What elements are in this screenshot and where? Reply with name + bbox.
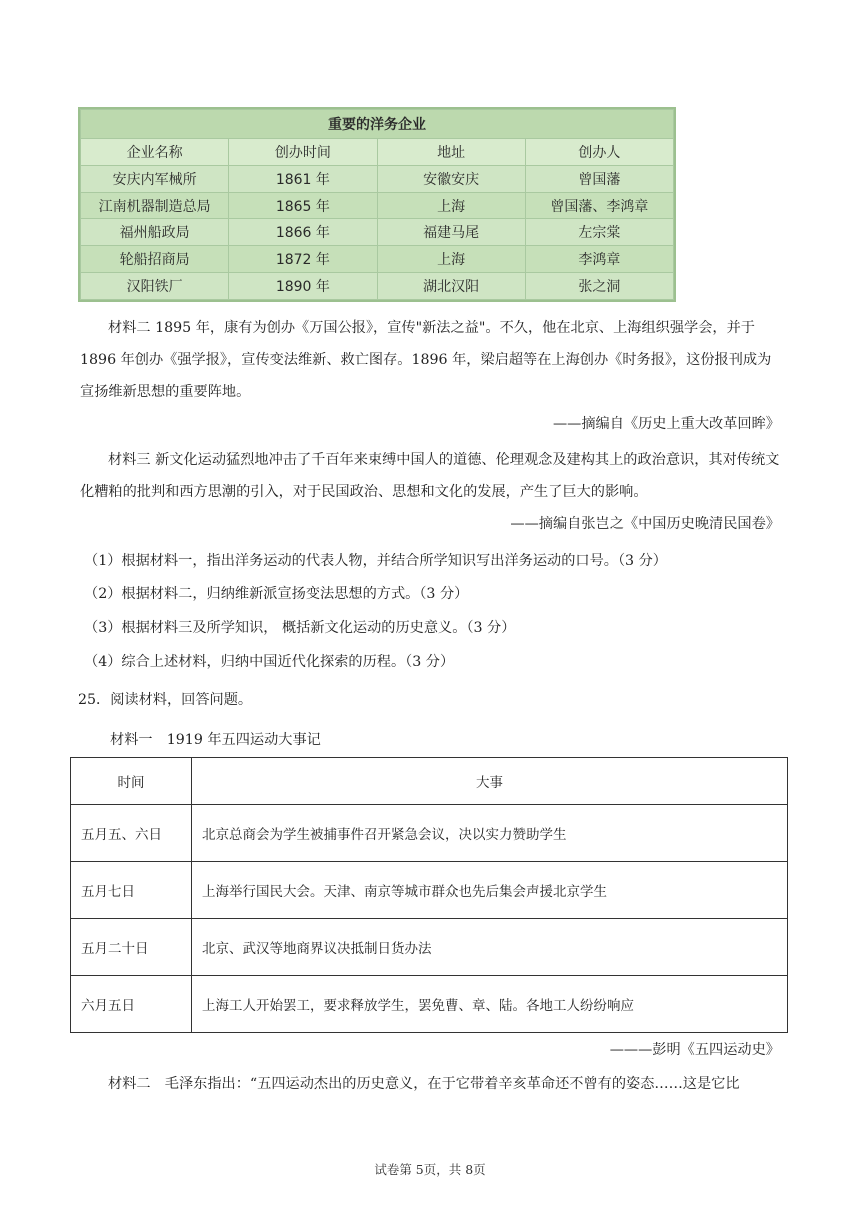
table-cell: 曾国藩: [525, 165, 673, 192]
event-date: 五月二十日: [71, 919, 192, 976]
page-footer: 试卷第 5页，共 8页: [374, 1162, 486, 1177]
table-row: [81, 192, 674, 219]
column-header: 创办时间: [229, 139, 377, 166]
table-row: [71, 919, 788, 976]
event-description: 上海举行国民大会。天津、南京等城市群众也先后集会声援北京学生: [192, 862, 788, 919]
table-cell: 李鸿章: [525, 246, 673, 273]
table-cell: 左宗棠: [525, 219, 673, 246]
table-cell: 张之洞: [525, 273, 673, 300]
question-3: （3）根据材料三及所学知识， 概括新文化运动的历史意义。（3 分）: [84, 620, 516, 636]
table-cell: 1865 年: [229, 192, 377, 219]
table-row: [81, 219, 674, 246]
question-4: （4）综合上述材料，归纳中国近代化探索的历程。（3 分）: [84, 654, 455, 670]
table-row: [71, 976, 788, 1033]
column-header: 创办人: [525, 139, 673, 166]
event-date: 五月七日: [71, 862, 192, 919]
enterprise-table-caption: 重要的洋务企业: [81, 110, 674, 139]
table-cell: 安庆内军械所: [81, 165, 229, 192]
table-cell: 1866 年: [229, 219, 377, 246]
material3-source: ——摘编自张岂之《中国历史晚清民国卷》: [510, 516, 780, 532]
q25-source: ———彭明《五四运动史》: [609, 1042, 780, 1058]
table-cell: 江南机器制造总局: [81, 192, 229, 219]
table-cell: 1872 年: [229, 246, 377, 273]
table-cell: 1890 年: [229, 273, 377, 300]
table-cell: 湖北汉阳: [377, 273, 525, 300]
event-date: 五月五、六日: [71, 805, 192, 862]
table-row: [71, 862, 788, 919]
enterprise-table: [80, 109, 674, 300]
table-cell: 曾国藩、李鸿章: [525, 192, 673, 219]
column-header: 企业名称: [81, 139, 229, 166]
material2-paragraph: 材料二 1895 年，康有为创办《万国公报》，宣传"新法之益"。不久，他在北京、上海组织强学会，并于 1896 年创办《强学报》，宣传变法维新、救亡图存。1896 年，梁启超等在上海创办《时务报》，这份报刊成为宣扬维新思想的重要阵地。: [80, 320, 772, 400]
event-description: 北京总商会为学生被捕事件召开紧急会议，决以实力赞助学生: [192, 805, 788, 862]
material2-source: ——摘编自《历史上重大改革回眸》: [552, 416, 780, 432]
q25-material2: 材料二 毛泽东指出：“五四运动杰出的历史意义，在于它带着辛亥革命还不曾有的姿态……这是它比: [108, 1076, 740, 1092]
question-25-title: 25．阅读材料，回答问题。: [78, 692, 253, 708]
table-cell: 福建马尾: [377, 219, 525, 246]
question-1: （1）根据材料一，指出洋务运动的代表人物，并结合所学知识写出洋务运动的口号。（3 分）: [84, 553, 667, 569]
material1-title: 材料一 1919 年五四运动大事记: [110, 732, 321, 748]
column-header: 时间: [71, 758, 192, 805]
table-row: [81, 273, 674, 300]
column-header: 地址: [377, 139, 525, 166]
may-fourth-events-table: [70, 757, 788, 1033]
table-cell: 1861 年: [229, 165, 377, 192]
event-description: 上海工人开始罢工，要求释放学生，罢免曹、章、陆。各地工人纷纷响应: [192, 976, 788, 1033]
question-2: （2）根据材料二，归纳维新派宣扬变法思想的方式。（3 分）: [84, 586, 469, 602]
event-date: 六月五日: [71, 976, 192, 1033]
column-header: 大事: [192, 758, 788, 805]
event-description: 北京、武汉等地商界议决抵制日货办法: [192, 919, 788, 976]
table-row: [81, 246, 674, 273]
material3-paragraph: 材料三 新文化运动猛烈地冲击了千百年来束缚中国人的道德、伦理观念及建构其上的政治意识，其对传统文化糟粕的批判和西方思潮的引入，对于民国政治、思想和文化的发展，产生了巨大的影响。: [80, 452, 780, 500]
table-cell: 轮船招商局: [81, 246, 229, 273]
table-cell: 福州船政局: [81, 219, 229, 246]
table-cell: 上海: [377, 192, 525, 219]
table-row: [81, 165, 674, 192]
table-cell: 安徽安庆: [377, 165, 525, 192]
table-cell: 汉阳铁厂: [81, 273, 229, 300]
enterprise-table-image: [78, 107, 676, 302]
table-row: [71, 805, 788, 862]
table-cell: 上海: [377, 246, 525, 273]
